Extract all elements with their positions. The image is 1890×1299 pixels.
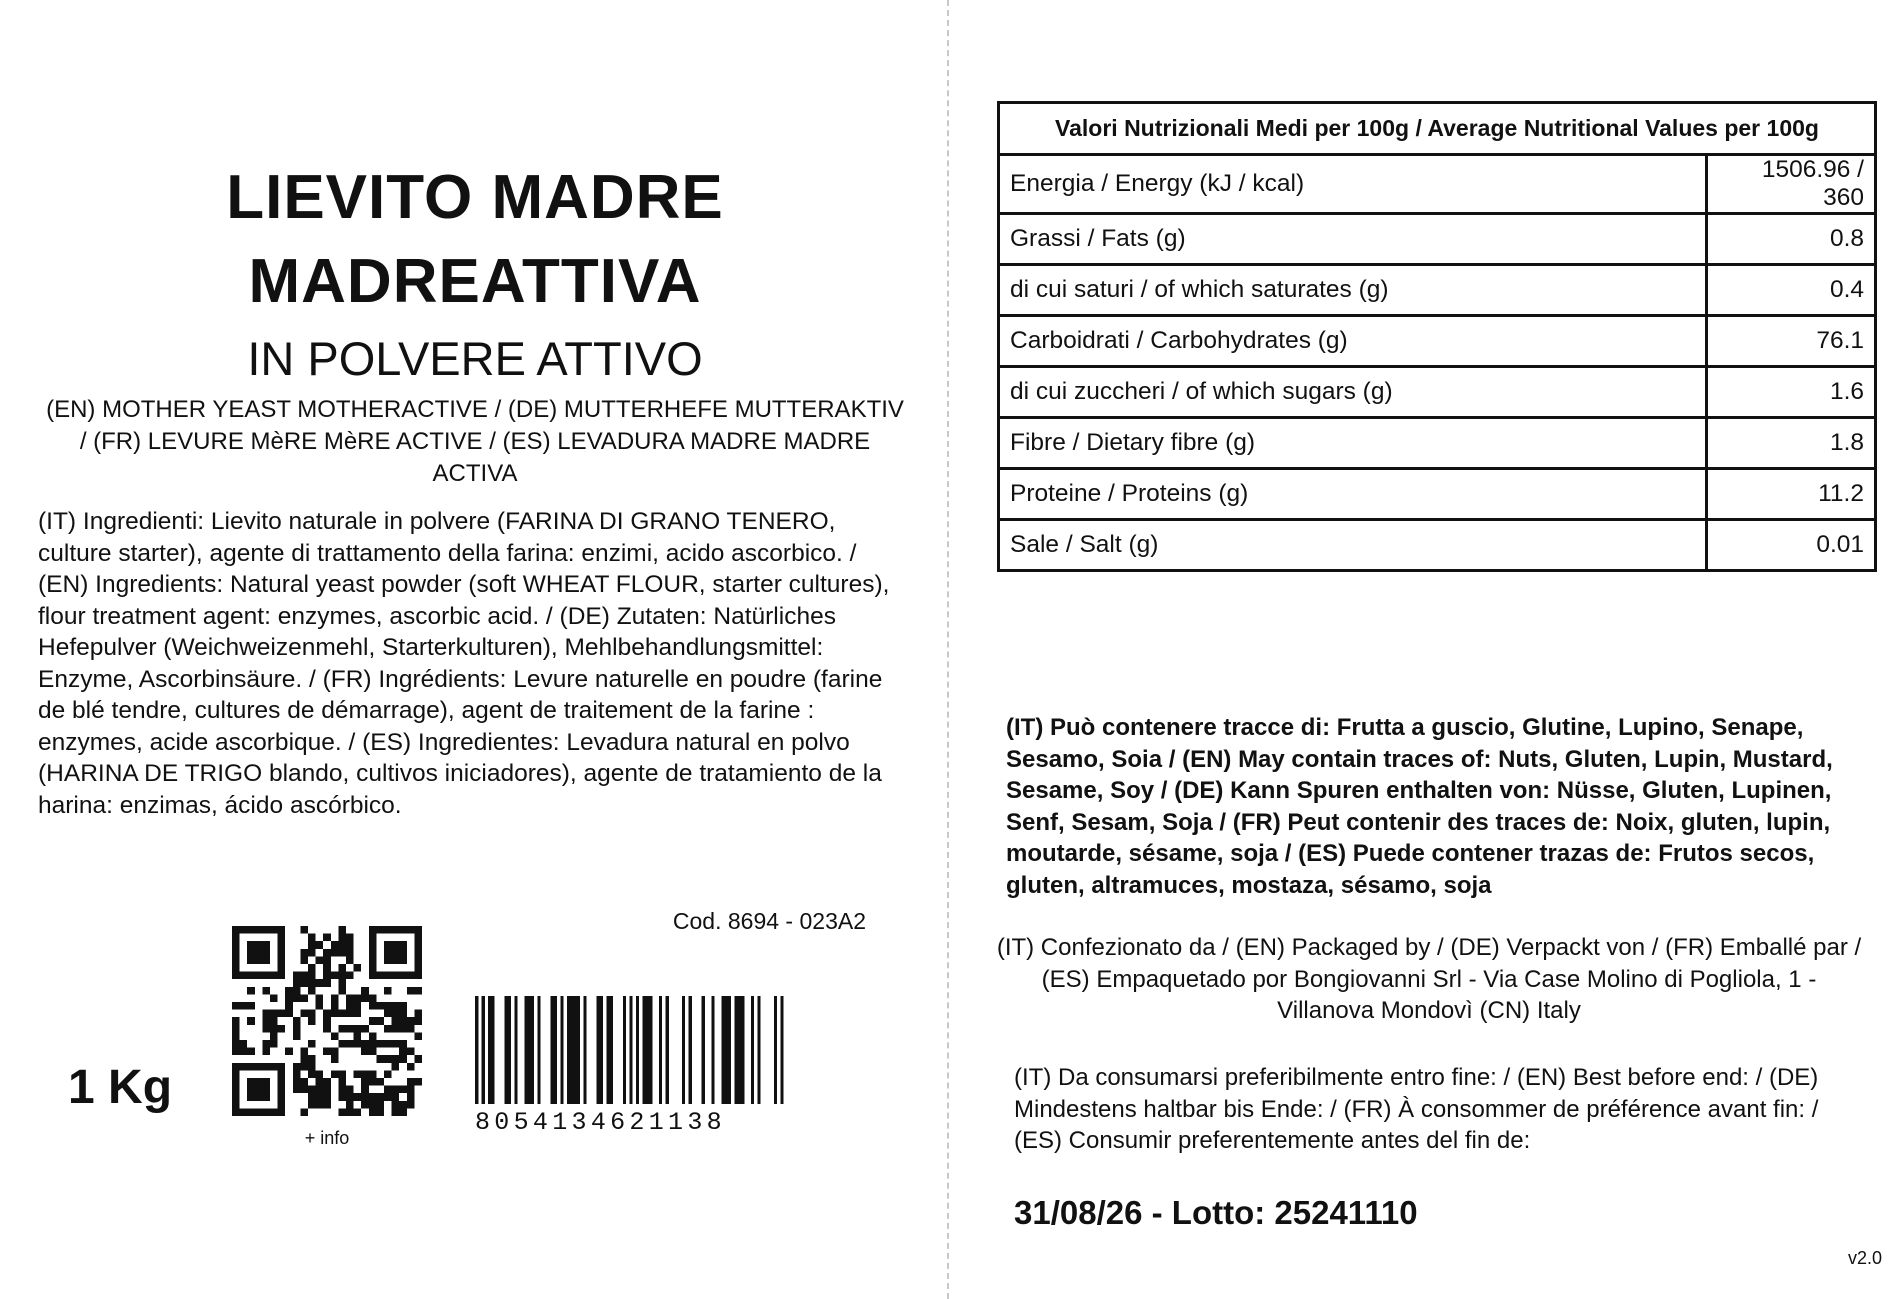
nutrient-value: 0.4: [1707, 265, 1876, 316]
version-label: v2.0: [1847, 1248, 1882, 1268]
nutrient-value: 11.2: [1707, 469, 1876, 520]
product-subtitle: IN POLVERE ATTIVO: [247, 332, 703, 385]
table-row: [999, 367, 1876, 418]
nutrient-label: Grassi / Fats (g): [999, 214, 1707, 265]
nutrient-label: Sale / Salt (g): [999, 520, 1707, 571]
packaged-by: (IT) Confezionato da / (EN) Packaged by / (DE) Verpackt von / (FR) Emballé par / (ES) Empaquetado por Bongiovanni Srl - Via Case Molino di Pogliola, 1 - Villanova Mondovì (CN) Italy: [996, 934, 1862, 1024]
nutrient-value: 0.8: [1707, 214, 1876, 265]
product-name-translations: (EN) MOTHER YEAST MOTHERACTIVE / (DE) MUTTERHEFE MUTTERAKTIV / (FR) LEVURE MèRE MèRE ACTIVE / (ES) LEVADURA MADRE MADRE ACTIVA: [46, 396, 904, 487]
table-row: [999, 469, 1876, 520]
nutrient-label: di cui zuccheri / of which sugars (g): [999, 367, 1707, 418]
product-title-line2: MADREATTIVA: [248, 247, 702, 316]
nutrient-value: 1506.96 / 360: [1707, 155, 1876, 214]
nutrient-value: 0.01: [1707, 520, 1876, 571]
nutrient-label: Energia / Energy (kJ / kcal): [999, 155, 1707, 214]
nutrient-value: 1.8: [1707, 418, 1876, 469]
table-row: [999, 155, 1876, 214]
net-weight: 1 Kg: [68, 1061, 173, 1114]
qr-caption: + info: [304, 1128, 350, 1148]
nutrient-label: Fibre / Dietary fibre (g): [999, 418, 1707, 469]
product-title-line1: LIEVITO MADRE: [226, 163, 724, 232]
barcode-icon: [475, 996, 787, 1104]
nutrient-value: 1.6: [1707, 367, 1876, 418]
table-row: [999, 214, 1876, 265]
nutrient-value: 76.1: [1707, 316, 1876, 367]
best-before-text: (IT) Da consumarsi preferibilmente entro fine: / (EN) Best before end: / (DE) Mindestens haltbar bis Ende: / (FR) À consommer de préférence avant fin: / (ES) Consumir preferentemente antes del fin de:: [1014, 1064, 1819, 1154]
table-row: [999, 418, 1876, 469]
fold-divider: [947, 0, 949, 1299]
table-row: [999, 520, 1876, 571]
qr-code-icon[interactable]: [232, 926, 422, 1116]
nutrition-table-header: Valori Nutrizionali Medi per 100g / Average Nutritional Values per 100g: [999, 103, 1876, 155]
nutrient-label: Proteine / Proteins (g): [999, 469, 1707, 520]
nutrient-label: Carboidrati / Carbohydrates (g): [999, 316, 1707, 367]
allergen-warning: (IT) Può contenere tracce di: Frutta a guscio, Glutine, Lupino, Senape, Sesamo, Soia / (EN) May contain traces of: Nuts, Gluten, Lupin, Mustard, Sesame, Soy / (DE) Kann Spuren enthalten von: Nüsse, Gluten, Lupinen, Senf, Sesam, Soja / (FR) Peut contenir des traces de: Noix, gluten, lupin, moutarde, sésame, soja / (ES) Puede contener trazas de: Frutos secos, gluten, altramuces, mostaza, sésamo, soja: [1006, 714, 1833, 899]
nutrient-label: di cui saturi / of which saturates (g): [999, 265, 1707, 316]
ingredients-text: (IT) Ingredienti: Lievito naturale in polvere (FARINA DI GRANO TENERO, culture starter), agente di trattamento della farina: enzimi, acido ascorbico. / (EN) Ingredients: Natural yeast powder (soft WHEAT FLOUR, starter cultures), flour treatment agent: enzymes, ascorbic acid. / (DE) Zutaten: Natürliches Hefepulver (Weichweizenmehl, Starterkulturen), Mehlbehandlungsmittel: Enzyme, Ascorbinsäure. / (FR) Ingrédients: Levure naturelle en poudre (farine de blé tendre, cultures de démarrage), agent de traitement de la farine : enzymes, acide ascorbique. / (ES) Ingredientes: Levadura natural en polvo (HARINA DE TRIGO blando, cultivos iniciadores), agente de tratamiento de la harina: enzimas, ácido ascórbico.: [38, 508, 890, 819]
product-code: Cod. 8694 - 023A2: [672, 908, 866, 934]
table-row: [999, 265, 1876, 316]
nutrition-table: [997, 101, 1877, 572]
expiry-lot: 31/08/26 - Lotto: 25241110: [1014, 1194, 1418, 1231]
table-row: [999, 316, 1876, 367]
barcode-digits: 8054134621138: [475, 1108, 726, 1137]
